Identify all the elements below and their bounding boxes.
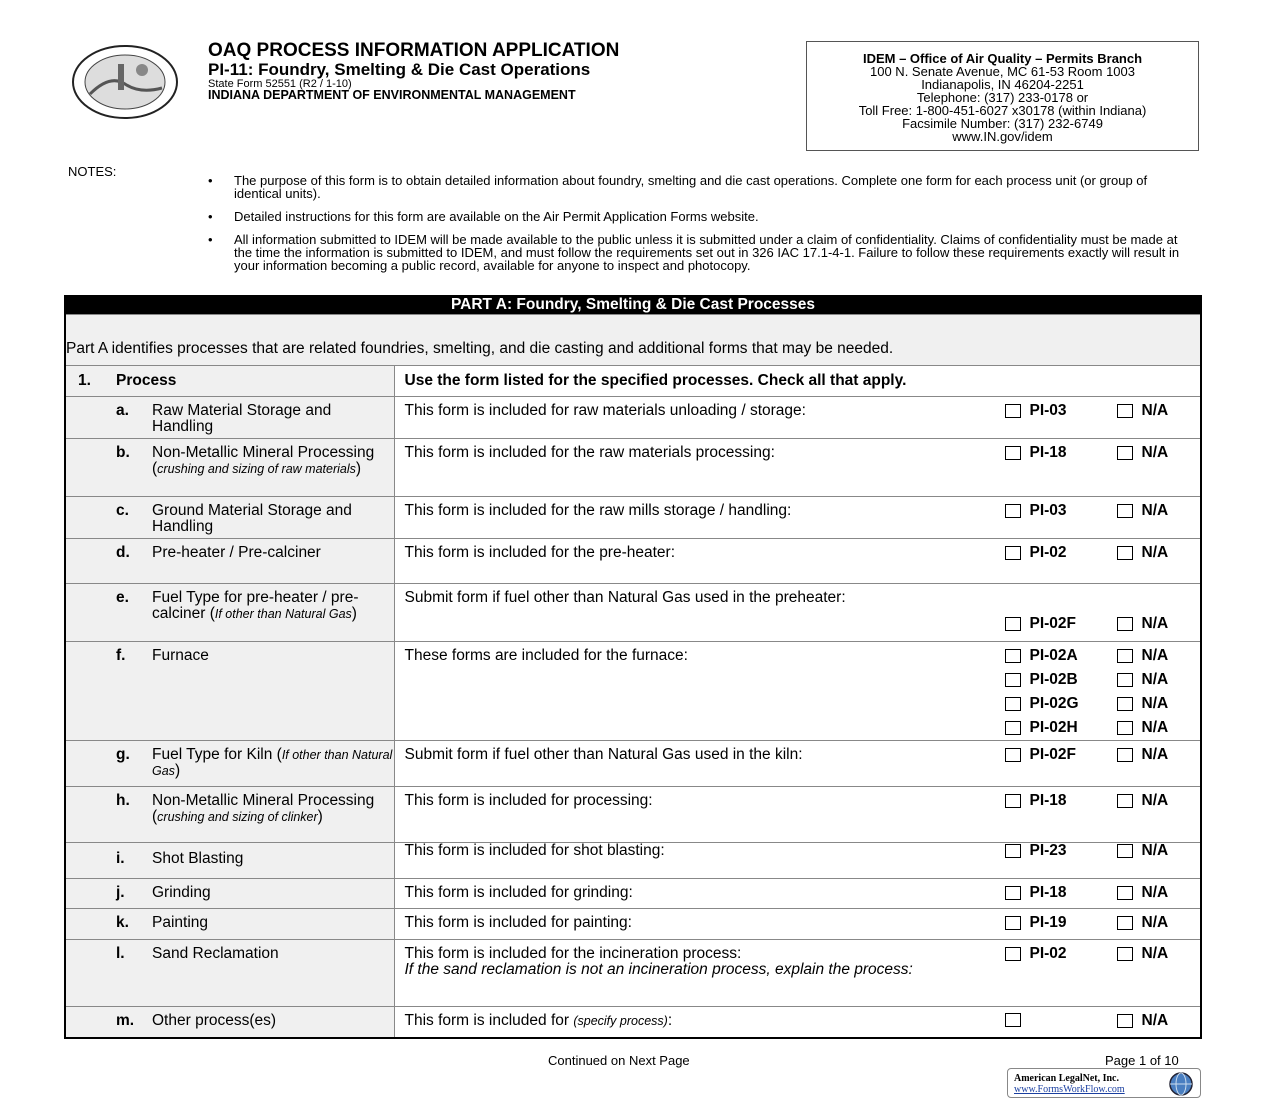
form-code: PI-02F — [1029, 615, 1077, 632]
process-note-close: ) — [317, 808, 323, 825]
contact-fax: Facsimile Number: (317) 232-6749 — [902, 116, 1103, 131]
form-checkbox[interactable] — [1005, 720, 1078, 736]
description-text: This form is included for raw materials unloading / storage: — [404, 402, 806, 419]
checkbox-icon[interactable] — [1117, 546, 1133, 560]
checkbox-icon[interactable] — [1005, 504, 1021, 518]
part-a-table — [64, 295, 1202, 1039]
forms-cell — [394, 584, 1201, 642]
process-cell — [65, 909, 394, 940]
form-code: PI-02 — [1029, 544, 1067, 561]
process-name — [66, 539, 394, 561]
na-checkbox[interactable] — [1117, 946, 1169, 962]
contact-office: IDEM – Office of Air Quality – Permits Branch — [862, 51, 1143, 66]
checkbox-icon[interactable] — [1005, 794, 1021, 808]
forms-col-header: Use the form listed for the specified processes. Check all that apply. — [394, 366, 1201, 397]
process-cell — [65, 584, 394, 642]
globe-icon — [1168, 1071, 1194, 1097]
na-checkbox[interactable] — [1117, 445, 1169, 461]
form-code: PI-18 — [1029, 444, 1067, 461]
process-row — [65, 539, 1201, 584]
checkbox-icon[interactable] — [1005, 446, 1021, 460]
part-a-intro: Part A identifies processes that are related foundries, smelting, and die casting and additional forms that may be needed. — [65, 315, 1201, 366]
description-text: This form is included for the incineration process: — [404, 945, 742, 962]
process-name — [66, 787, 394, 825]
process-name — [66, 940, 394, 962]
process-name — [66, 1007, 394, 1029]
process-cell — [65, 497, 394, 539]
form-code: PI-02B — [1029, 671, 1078, 688]
checkbox-icon[interactable] — [1117, 673, 1133, 687]
note-item — [208, 210, 1193, 223]
department-name: INDIANA DEPARTMENT OF ENVIRONMENTAL MANAGEMENT — [208, 88, 576, 102]
note-text: Detailed instructions for this form are available on the Air Permit Application Forms website. — [234, 209, 759, 224]
process-label: Ground Material Storage and Handling — [152, 502, 352, 535]
checkbox-icon[interactable] — [1117, 947, 1133, 961]
form-checkbox[interactable] — [1005, 946, 1067, 962]
process-row — [65, 940, 1201, 1007]
process-letter: b. — [116, 444, 130, 461]
na-checkbox[interactable] — [1117, 793, 1169, 809]
process-letter: k. — [116, 914, 129, 931]
na-checkbox[interactable] — [1117, 843, 1169, 859]
forms-description — [395, 539, 1201, 583]
process-cell — [65, 940, 394, 1007]
process-letter: c. — [116, 502, 129, 519]
note-text: The purpose of this form is to obtain detailed information about foundry, smelting and die cast operations. Complete one form for each process unit (or group of identical units). — [234, 173, 1148, 201]
forms-cell — [394, 879, 1201, 909]
na-checkbox[interactable] — [1117, 616, 1169, 632]
form-checkbox[interactable] — [1005, 885, 1067, 901]
forms-cell — [394, 741, 1201, 787]
na-checkbox[interactable] — [1117, 403, 1169, 419]
contact-address2: Indianapolis, IN 46204-2251 — [921, 77, 1084, 92]
process-note: If other than Natural Gas — [152, 748, 393, 778]
na-checkbox[interactable] — [1117, 885, 1169, 901]
process-cell — [65, 1007, 394, 1039]
bullet-icon: • — [208, 173, 213, 188]
forms-description — [395, 909, 1201, 939]
na-label: N/A — [1141, 746, 1169, 763]
process-col-header — [65, 366, 394, 397]
process-cell — [65, 787, 394, 843]
process-cell — [65, 397, 394, 439]
process-note-close: ) — [351, 605, 357, 622]
form-title: OAQ PROCESS INFORMATION APPLICATION — [208, 40, 620, 61]
forms-description — [395, 397, 1201, 438]
process-row — [65, 397, 1201, 439]
na-label: N/A — [1141, 671, 1169, 688]
na-label: N/A — [1141, 945, 1169, 962]
checkbox-icon[interactable] — [1117, 844, 1133, 858]
process-note: crushing and sizing of clinker — [157, 810, 318, 824]
process-letter: d. — [116, 544, 130, 561]
checkbox-icon[interactable] — [1005, 404, 1021, 418]
description-text: Submit form if fuel other than Natural Gas used in the kiln: — [404, 746, 803, 763]
logo-name: American LegalNet, Inc. — [1014, 1073, 1119, 1084]
process-name — [66, 879, 394, 901]
process-name — [66, 497, 394, 535]
na-checkbox[interactable] — [1117, 747, 1169, 763]
process-label: Non-Metallic Mineral Processing ( — [152, 444, 375, 477]
process-letter: a. — [116, 402, 129, 419]
na-checkbox[interactable] — [1117, 672, 1169, 688]
process-label: Pre-heater / Pre-calciner — [152, 544, 321, 561]
forms-description — [395, 940, 1201, 1006]
checkbox-icon[interactable] — [1005, 1013, 1021, 1027]
process-cell — [65, 439, 394, 497]
form-checkbox[interactable] — [1005, 793, 1067, 809]
forms-cell — [394, 843, 1201, 879]
na-label: N/A — [1141, 402, 1169, 419]
process-letter: e. — [116, 589, 129, 606]
process-note: If other than Natural Gas — [214, 607, 352, 621]
form-checkbox[interactable] — [1005, 445, 1067, 461]
note-item — [208, 174, 1193, 200]
form-checkbox[interactable] — [1005, 915, 1067, 931]
form-code: PI-03 — [1029, 502, 1067, 519]
na-checkbox[interactable] — [1117, 648, 1169, 664]
na-label: N/A — [1141, 444, 1169, 461]
form-code: PI-02A — [1029, 647, 1078, 664]
note-text: All information submitted to IDEM will be made available to the public unless it is submitted under a claim of confidentiality. Claims of confidentiality must be made at the time the information is submitted to IDEM, and must follow the requirements set out in 326 IAC 17.1-4-1. Failure to follow these requirements exactly will result in your information becoming a public record, available for anyone to inspect and photocopy. — [234, 232, 1180, 273]
checkbox-icon[interactable] — [1117, 886, 1133, 900]
checkbox-icon[interactable] — [1005, 721, 1021, 735]
process-note-close: ) — [355, 460, 362, 477]
process-name — [66, 741, 394, 779]
checkbox-icon[interactable] — [1005, 748, 1021, 762]
form-code: PI-02 — [1029, 945, 1067, 962]
na-checkbox[interactable] — [1117, 545, 1169, 561]
na-label: N/A — [1141, 842, 1169, 859]
checkbox-icon[interactable] — [1117, 1014, 1133, 1028]
checkbox-icon[interactable] — [1005, 673, 1021, 687]
form-code: PI-03 — [1029, 402, 1067, 419]
forms-cell — [394, 539, 1201, 584]
forms-description — [395, 497, 1201, 538]
forms-description — [395, 787, 1201, 842]
checkbox-icon[interactable] — [1117, 617, 1133, 631]
checkbox-icon[interactable] — [1117, 404, 1133, 418]
process-name — [66, 642, 394, 664]
logo-url[interactable]: www.FormsWorkFlow.com — [1014, 1084, 1125, 1095]
state-form-number: State Form 52551 (R2 / 1-10) — [208, 78, 352, 90]
forms-cell — [394, 1007, 1201, 1039]
description-text: This form is included for the pre-heater: — [404, 544, 676, 561]
process-letter: l. — [116, 945, 125, 962]
forms-description — [395, 642, 1201, 740]
form-checkbox[interactable] — [1005, 403, 1067, 419]
forms-description — [395, 843, 1201, 878]
na-label: N/A — [1141, 615, 1169, 632]
na-label: N/A — [1141, 914, 1169, 931]
legalnet-logo[interactable] — [1007, 1068, 1201, 1098]
description-end: : — [667, 1012, 673, 1029]
na-checkbox[interactable] — [1117, 1013, 1169, 1029]
process-row — [65, 1007, 1201, 1039]
forms-cell — [394, 787, 1201, 843]
forms-cell — [394, 397, 1201, 439]
process-row — [65, 843, 1201, 879]
forms-description — [395, 741, 1201, 786]
description-text: This form is included for shot blasting: — [404, 842, 665, 859]
process-letter: m. — [116, 1012, 135, 1029]
na-label: N/A — [1141, 719, 1169, 736]
form-code: PI-18 — [1029, 884, 1067, 901]
checkbox-icon[interactable] — [1005, 649, 1021, 663]
checkbox-icon[interactable] — [1117, 916, 1133, 930]
bullet-icon: • — [208, 232, 213, 247]
form-subtitle: PI-11: Foundry, Smelting & Die Cast Operations — [208, 60, 591, 79]
process-cell — [65, 741, 394, 787]
contact-web: www.IN.gov/idem — [952, 129, 1053, 144]
checkbox-icon[interactable] — [1117, 748, 1133, 762]
description-note: (specify process) — [573, 1014, 668, 1028]
description-text: This form is included for grinding: — [404, 884, 633, 901]
forms-description — [395, 584, 1201, 641]
process-label: Shot Blasting — [152, 850, 244, 867]
process-row — [65, 741, 1201, 787]
form-checkbox[interactable] — [1005, 843, 1067, 859]
checkbox-icon[interactable] — [1005, 886, 1021, 900]
process-name — [66, 909, 394, 931]
forms-description — [395, 439, 1201, 496]
process-label: Fuel Type for Kiln ( — [152, 746, 282, 763]
na-checkbox[interactable] — [1117, 503, 1169, 519]
form-code: PI-02F — [1029, 746, 1077, 763]
notes-label: NOTES: — [68, 164, 117, 179]
forms-cell — [394, 940, 1201, 1007]
process-col-label: Process — [116, 372, 177, 389]
checkbox-icon[interactable] — [1005, 947, 1021, 961]
process-col-number: 1. — [78, 372, 91, 389]
process-cell — [65, 879, 394, 909]
checkbox-icon[interactable] — [1117, 649, 1133, 663]
process-row — [65, 439, 1201, 497]
process-note-close: ) — [174, 762, 181, 779]
forms-cell — [394, 439, 1201, 497]
checkbox-icon[interactable] — [1005, 844, 1021, 858]
checkbox-icon[interactable] — [1005, 617, 1021, 631]
state-seal — [70, 44, 180, 120]
checkbox-icon[interactable] — [1117, 504, 1133, 518]
process-note: crushing and sizing of raw materials — [157, 462, 356, 476]
na-checkbox[interactable] — [1117, 696, 1169, 712]
form-checkbox[interactable] — [1005, 672, 1078, 688]
contact-box — [806, 41, 1199, 151]
description-text: This form is included for the raw mills storage / handling: — [404, 502, 792, 519]
process-letter: g. — [116, 746, 130, 763]
process-label: Furnace — [152, 647, 209, 664]
na-label: N/A — [1141, 695, 1169, 712]
form-code: PI-23 — [1029, 842, 1067, 859]
na-label: N/A — [1141, 884, 1169, 901]
forms-description — [395, 1007, 1201, 1037]
process-label: Sand Reclamation — [152, 945, 279, 962]
process-name — [66, 439, 394, 477]
na-label: N/A — [1141, 1012, 1169, 1029]
process-label: Fuel Type for pre-heater / pre-calciner ( — [152, 589, 359, 622]
form-code: PI-19 — [1029, 914, 1067, 931]
process-row — [65, 584, 1201, 642]
na-label: N/A — [1141, 502, 1169, 519]
process-letter: j. — [116, 884, 125, 901]
form-checkbox[interactable] — [1005, 747, 1077, 763]
form-code: PI-02H — [1029, 719, 1078, 736]
contact-tollfree: Toll Free: 1-800-451-6027 x30178 (within Indiana) — [858, 103, 1147, 118]
form-checkbox[interactable] — [1005, 616, 1077, 632]
na-label: N/A — [1141, 792, 1169, 809]
description-text: This form is included for the raw materials processing: — [404, 444, 775, 461]
process-label: Grinding — [152, 884, 211, 901]
contact-telephone: Telephone: (317) 233-0178 or — [916, 90, 1089, 105]
bullet-icon: • — [208, 209, 213, 224]
process-cell — [65, 642, 394, 741]
process-row — [65, 642, 1201, 741]
forms-cell — [394, 909, 1201, 940]
description-text: This form is included for processing: — [404, 792, 653, 809]
na-checkbox[interactable] — [1117, 720, 1169, 736]
process-row — [65, 909, 1201, 940]
notes-list — [208, 174, 1193, 282]
process-row — [65, 879, 1201, 909]
process-cell — [65, 843, 394, 879]
process-label: Raw Material Storage and Handling — [152, 402, 332, 435]
process-letter: f. — [116, 647, 126, 664]
process-name — [66, 843, 394, 867]
process-label: Non-Metallic Mineral Processing ( — [152, 792, 375, 825]
note-item — [208, 233, 1193, 272]
checkbox-icon[interactable] — [1005, 916, 1021, 930]
page-number: Page 1 of 10 — [1105, 1053, 1179, 1068]
form-code: PI-18 — [1029, 792, 1067, 809]
na-checkbox[interactable] — [1117, 915, 1169, 931]
checkbox-icon[interactable] — [1117, 721, 1133, 735]
process-letter: h. — [116, 792, 130, 809]
form-checkbox[interactable] — [1005, 545, 1067, 561]
description-explain: If the sand reclamation is not an incineration process, explain the process: — [404, 961, 913, 978]
description-text: These forms are included for the furnace: — [404, 647, 688, 664]
checkbox-icon[interactable] — [1005, 546, 1021, 560]
description-text: This form is included for — [404, 1012, 574, 1029]
contact-address1: 100 N. Senate Avenue, MC 61-53 Room 1003 — [870, 64, 1135, 79]
na-label: N/A — [1141, 647, 1169, 664]
part-a-header: PART A: Foundry, Smelting & Die Cast Processes — [65, 295, 1201, 315]
form-checkbox[interactable] — [1005, 696, 1079, 712]
description-text: This form is included for painting: — [404, 914, 632, 931]
form-code: PI-02G — [1029, 695, 1079, 712]
process-label: Painting — [152, 914, 209, 931]
form-checkbox[interactable] — [1005, 648, 1078, 664]
process-letter: i. — [116, 850, 125, 867]
process-name — [66, 397, 394, 435]
checkbox-icon[interactable] — [1117, 794, 1133, 808]
process-label: Other process(es) — [152, 1012, 277, 1029]
form-checkbox[interactable] — [1005, 503, 1067, 519]
process-name — [66, 584, 394, 622]
checkbox-icon[interactable] — [1005, 697, 1021, 711]
forms-cell — [394, 497, 1201, 539]
checkbox-icon[interactable] — [1117, 446, 1133, 460]
forms-cell — [394, 642, 1201, 741]
na-label: N/A — [1141, 544, 1169, 561]
checkbox-icon[interactable] — [1117, 697, 1133, 711]
form-checkbox[interactable] — [1005, 1013, 1030, 1027]
continued-note: Continued on Next Page — [548, 1053, 690, 1068]
process-row — [65, 787, 1201, 843]
process-cell — [65, 539, 394, 584]
forms-description — [395, 879, 1201, 908]
process-row — [65, 497, 1201, 539]
description-text: Submit form if fuel other than Natural Gas used in the preheater: — [404, 589, 846, 606]
